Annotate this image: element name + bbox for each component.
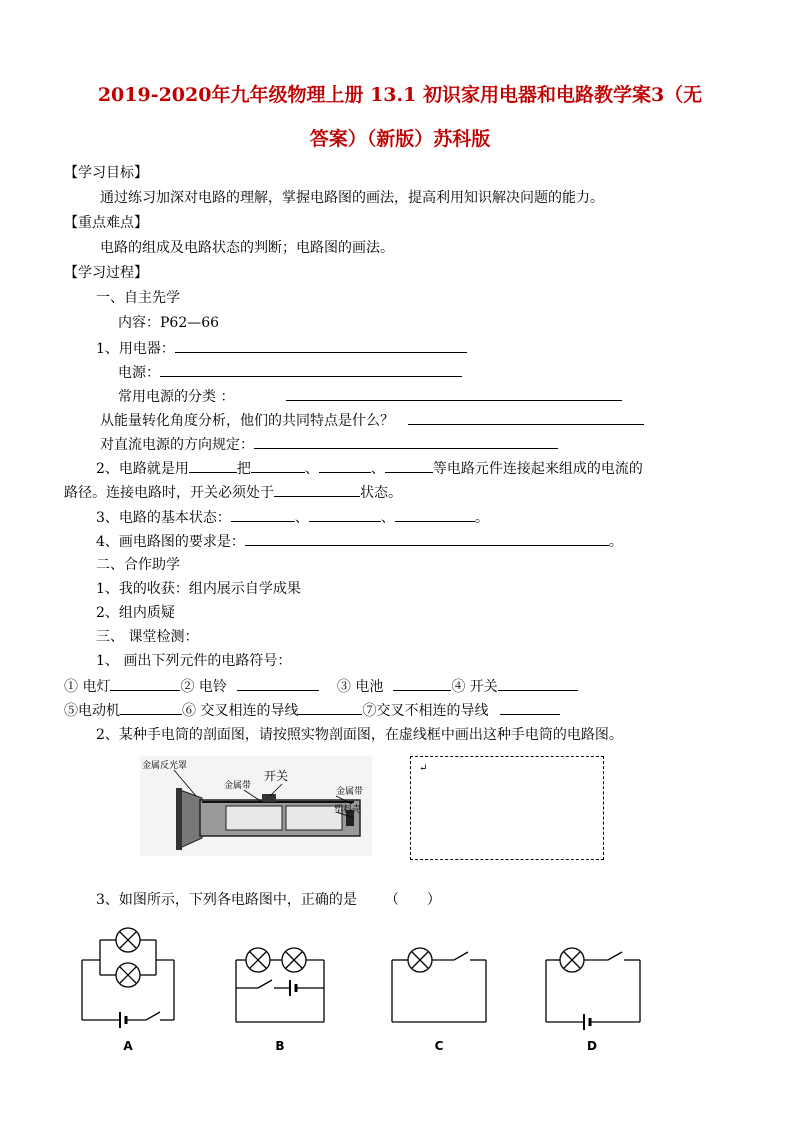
q2-line2-a: 路径。连接电路时，开关必须处于 — [64, 485, 274, 501]
q1-dc-row — [100, 434, 558, 455]
q2-blank-3[interactable] — [319, 458, 371, 473]
q1-dc-label: 对直流电源的方向规定： — [100, 437, 254, 453]
part2-heading: 二、合作助学 — [96, 557, 180, 573]
lens-rim — [176, 788, 182, 850]
q1-source-row — [118, 362, 462, 383]
q1-source-label: 电源： — [118, 365, 160, 381]
part3-q3: 3、如图所示，下列各电路图中，正确的是 — [96, 892, 357, 908]
sym-motor-label: ⑤电动机 — [64, 703, 120, 719]
q4-end: 。 — [608, 534, 623, 550]
label-shell: 塑料壳 — [334, 805, 362, 815]
part3-q1: 1、 画出下列元件的电路符号： — [96, 653, 292, 669]
sym-bell-blank[interactable] — [237, 676, 319, 691]
q3-label: 3、电路的基本状态： — [96, 510, 231, 526]
part2-item2: 2、组内质疑 — [96, 605, 175, 621]
q3-sep-2: 、 — [380, 510, 395, 526]
answer-box-mark: ↵ — [419, 763, 428, 774]
part3-q3-paren: （ ） — [384, 892, 441, 908]
q2-blank-5[interactable] — [274, 482, 360, 497]
q4-row — [96, 531, 623, 552]
q2-text-c: 等电路元件连接起来组成的电流的 — [432, 461, 643, 477]
sym-crossed-unconnected-blank[interactable] — [500, 700, 560, 715]
q3-row — [96, 507, 489, 528]
q1-classify-blank[interactable] — [286, 386, 622, 401]
circuit-diagrams — [70, 920, 730, 1060]
q1-dc-blank[interactable] — [254, 434, 558, 449]
q1-energy-blank[interactable] — [408, 410, 644, 425]
key-heading: 【重点难点】 — [64, 215, 148, 231]
q3-end: 。 — [474, 510, 489, 526]
label-strip-top: 金属带 — [224, 781, 252, 791]
q2-text-b: 把 — [236, 461, 251, 477]
q2-sep-1: 、 — [304, 461, 319, 477]
label-strip-right: 金属带 — [336, 787, 364, 797]
q1-classify-row — [118, 386, 622, 407]
q1-appliance-row — [96, 338, 467, 359]
sym-battery-label: ③ 电池 — [336, 679, 384, 695]
sym-switch-blank[interactable] — [498, 676, 578, 691]
symbol-row-2 — [64, 700, 560, 721]
battery-1 — [226, 806, 282, 830]
switch-knob — [262, 794, 276, 802]
sym-bell-label: ② 电铃 — [180, 679, 227, 695]
q2-row2 — [64, 482, 402, 503]
sym-switch-label: ④ 开关 — [451, 679, 498, 695]
q1-energy-row — [100, 410, 644, 431]
metal-reflector — [180, 790, 202, 848]
q3-sep-1: 、 — [294, 510, 309, 526]
q1-source-blank[interactable] — [160, 362, 462, 377]
q2-blank-4[interactable] — [385, 458, 433, 473]
q4-label: 4、画电路图的要求是： — [96, 534, 245, 550]
sym-crossed-connected-blank[interactable] — [298, 700, 362, 715]
circuit-b-label: B — [275, 1039, 285, 1053]
q2-text-a: 2、电路就是用 — [96, 461, 189, 477]
q1-appliance-label: 1、用电器： — [96, 341, 175, 357]
sym-motor-blank[interactable] — [120, 700, 182, 715]
circuit-a — [82, 928, 174, 1028]
label-reflector: 金属反光罩 — [142, 761, 188, 771]
sym-lamp-blank[interactable] — [110, 676, 180, 691]
part3-heading: 三、 课堂检测： — [96, 629, 199, 645]
symbol-row-1 — [64, 676, 578, 697]
doc-title-line1: 2019-2020年九年级物理上册 13.1 初识家用电器和电路教学案3（无 — [97, 84, 703, 106]
sym-crossed-unconnected-label: ⑦交叉不相连的导线 — [362, 703, 489, 719]
doc-title-line2: 答案）（新版）苏科版 — [309, 128, 491, 150]
q3-blank-1[interactable] — [231, 507, 295, 522]
q1-appliance-blank[interactable] — [175, 338, 467, 353]
q1-energy-label: 从能量转化角度分析，他们的共同特点是什么？ — [100, 413, 394, 429]
part1-content: 内容：P62—66 — [118, 315, 220, 331]
q2-line2-b: 状态。 — [360, 485, 402, 501]
circuit-c — [392, 948, 486, 1022]
q2-blank-2[interactable] — [251, 458, 305, 473]
answer-box[interactable] — [410, 756, 604, 860]
q2-sep-2: 、 — [370, 461, 385, 477]
process-heading: 【学习过程】 — [64, 265, 148, 281]
circuit-a-label: A — [123, 1039, 133, 1053]
q1-classify-label: 常用电源的分类 ： — [118, 389, 235, 405]
q2-blank-1[interactable] — [189, 458, 237, 473]
sym-battery-blank[interactable] — [393, 676, 451, 691]
circuit-d-label: D — [587, 1039, 597, 1053]
part3-q2: 2、某种手电筒的剖面图，请按照实物剖面图，在虚线框中画出这种手电筒的电路图。 — [96, 727, 623, 743]
q3-blank-3[interactable] — [395, 507, 475, 522]
circuit-b — [236, 948, 324, 1022]
label-switch: 开关 — [264, 769, 289, 783]
goal-heading: 【学习目标】 — [64, 165, 148, 181]
q2-row1 — [96, 458, 643, 479]
part2-item1: 1、我的收获：组内展示自学成果 — [96, 581, 301, 597]
key-text: 电路的组成及电路状态的判断；电路图的画法。 — [100, 240, 394, 256]
circuit-c-label: C — [434, 1039, 444, 1053]
q4-blank[interactable] — [245, 531, 609, 546]
part1-heading: 一、自主先学 — [96, 290, 180, 306]
sym-lamp-label: ① 电灯 — [64, 679, 111, 695]
sym-crossed-connected-label: ⑥ 交叉相连的导线 — [182, 703, 299, 719]
circuit-d — [546, 948, 640, 1030]
q3-blank-2[interactable] — [309, 507, 381, 522]
part3-q3-row — [96, 890, 441, 910]
goal-text: 通过练习加深对电路的理解，掌握电路图的画法，提高利用知识解决问题的能力。 — [100, 190, 604, 206]
flashlight-diagram — [140, 756, 372, 856]
